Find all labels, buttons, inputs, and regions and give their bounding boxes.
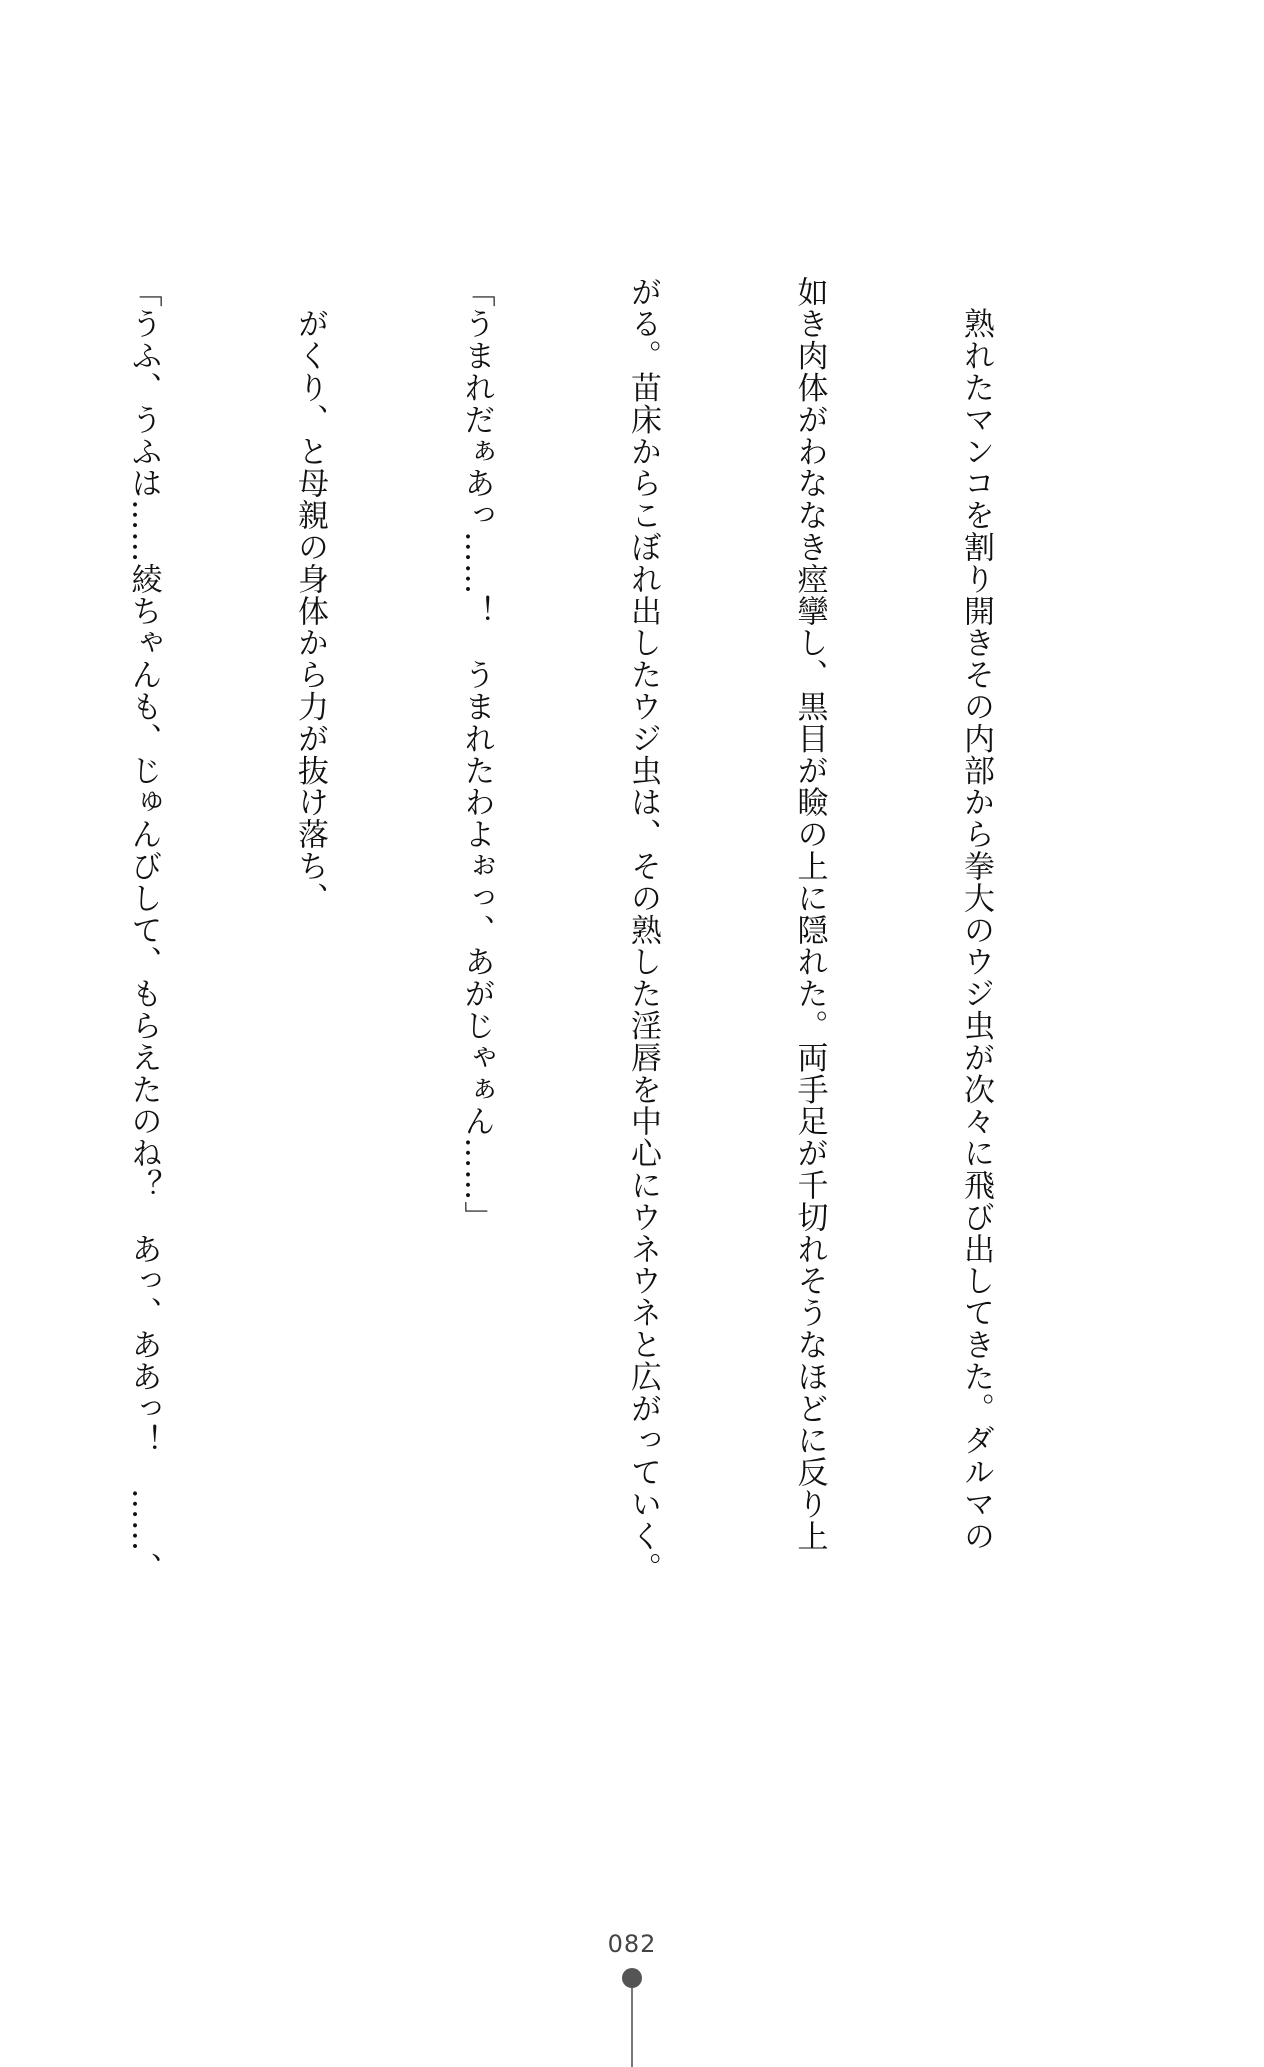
text-line — [0, 276, 4, 1696]
text-line: 熟れたマンコを割り開きその内部から拳大のウジ虫が次々に飛び出してきた。ダルマの — [958, 276, 994, 1552]
page-marker-rule — [631, 1988, 633, 2067]
text-line: がる。苗床からこぼれ出したウジ虫は、その熟した淫唇を中心にウネウネと広がっていく。 — [625, 276, 661, 1584]
text-line: 「うまれだぁあっ……！ うまれたわよぉっ、あがじゃぁん……」 — [458, 276, 495, 1233]
text-line: 「うふ、うふは……綾ちゃんも、じゅんびして、もらえたのね？ あっ、ああっ！ ……、 — [125, 276, 162, 1584]
text-line: がくり、と母親の身体から力が抜け落ち、 — [292, 276, 328, 914]
text-line: 如き肉体がわななき痙攣し、黒目が瞼の上に隠れた。両手足が千切れそうなほどに反り上 — [791, 276, 828, 1552]
page-marker-dot-icon — [622, 1968, 642, 1988]
page-number: 082 — [607, 1930, 657, 1958]
vertical-text-block — [0, 276, 1114, 1696]
